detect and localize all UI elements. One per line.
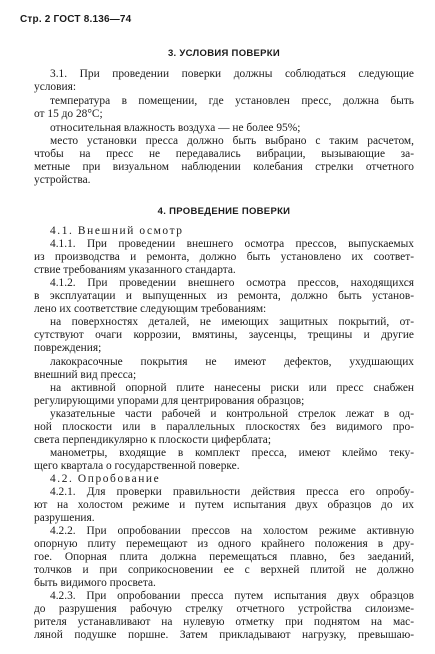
paragraph-line: место установки пресса должно быть выбрано с таким расчетом, <box>50 135 414 147</box>
paragraph-line: 4.1.1. При проведении внешнего осмотра прессов, выпускаемых <box>50 238 414 250</box>
paragraph-line: толчков и при соприкосновении ее с верхней плитой не должно <box>34 564 414 576</box>
paragraph-line: устройства. <box>34 174 91 186</box>
section-4-heading: 4. ПРОВЕДЕНИЕ ПОВЕРКИ <box>157 206 291 217</box>
paragraph-line: в эксплуатации и выпущенных из ремонта, должно быть установ- <box>34 290 414 302</box>
paragraph-line: на активной опорной плите нанесены риски или пресс снабжен <box>50 382 414 394</box>
paragraph-line: быть видимого просвета. <box>34 577 156 589</box>
paragraph-line: опорную плиту перемещают из одного крайнего положения в дру- <box>34 538 414 550</box>
paragraph-line: рителя устанавливают на нулевую отметку при поднятом на мас- <box>34 616 414 628</box>
paragraph-line: сутствуют очаги коррозии, вмятины, заусенцы, трещины и другие <box>34 329 414 341</box>
subsection-heading: 4.2. Опробование <box>50 473 161 485</box>
paragraph-line: манометры, входящие в комплект пресса, имеют клеймо теку- <box>50 447 414 459</box>
section-3-heading: 3. УСЛОВИЯ ПОВЕРКИ <box>167 48 281 59</box>
paragraph-line: 4.1.2. При проведении внешнего осмотра прессов, находящихся <box>50 277 414 289</box>
paragraph-line: от 15 до 28°С; <box>34 108 103 120</box>
paragraph-line: условия: <box>34 81 77 93</box>
subsection-heading: 4.1. Внешний осмотр <box>50 225 184 237</box>
paragraph-line: из производства и ремонта, должно быть установлено их соответ- <box>34 251 414 263</box>
paragraph-line: лено их соответствие следующим требованиям: <box>34 303 267 315</box>
paragraph-line: повреждения; <box>34 342 102 354</box>
paragraph-line: 4.2.1. Для проверки правильности действия пресса его опробу- <box>50 486 414 498</box>
paragraph-line: указательные части рабочей и контрольной стрелок лежат в од- <box>50 408 414 420</box>
paragraph-line: гое. Опорная плита должна перемещаться плавно, без заеданий, <box>34 551 414 563</box>
paragraph-line: внешний вид пресса; <box>34 369 137 381</box>
paragraph-line: регулирующими упорами для центрирования образцов; <box>34 395 305 407</box>
paragraph-line: света перпендикулярно к плоскости циферблата; <box>34 434 271 446</box>
paragraph-line: 4.2.2. При опробовании прессов на холостом режиме активную <box>50 525 414 537</box>
paragraph-line: 3.1. При проведении поверки должны соблюдаться следующие <box>50 68 414 80</box>
paragraph-line: щего квартала о государственной поверке. <box>34 460 240 472</box>
paragraph-line: ной плоскости или в параллельных плоскостях без видимого про- <box>34 421 414 433</box>
paragraph-line: метные при визуальном наблюдении колебания стрелки отчетного <box>34 161 414 173</box>
paragraph-line: лакокрасочные покрытия не имеют дефектов, ухудшающих <box>50 356 414 368</box>
paragraph-line: до разрушения рабочую стрелку отчетного устройства силоизме- <box>34 603 414 615</box>
paragraph-line: 4.2.3. При опробовании пресса путем испытания двух образцов <box>50 590 414 602</box>
paragraph-line: ляной подушке поршне. Затем прикладывают нагрузку, превышаю- <box>34 629 414 641</box>
paragraph-line: ствие требованиям указанного стандарта. <box>34 264 236 276</box>
paragraph-line: на поверхностях деталей, не имеющих защитных покрытий, от- <box>50 316 414 328</box>
paragraph-line: чтобы на пресс не передавались вибрации, вызывающие за- <box>34 148 414 160</box>
paragraph-line: разрушения. <box>34 512 95 524</box>
paragraph-line: температура в помещении, где установлен пресс, должна быть <box>50 95 414 107</box>
paragraph-line: ют на холостом режиме и путем испытания двух образцов до их <box>34 499 414 511</box>
paragraph-line: относительная влажность воздуха — не более 95%; <box>50 122 301 134</box>
page-header: Стр. 2 ГОСТ 8.136—74 <box>20 14 132 25</box>
